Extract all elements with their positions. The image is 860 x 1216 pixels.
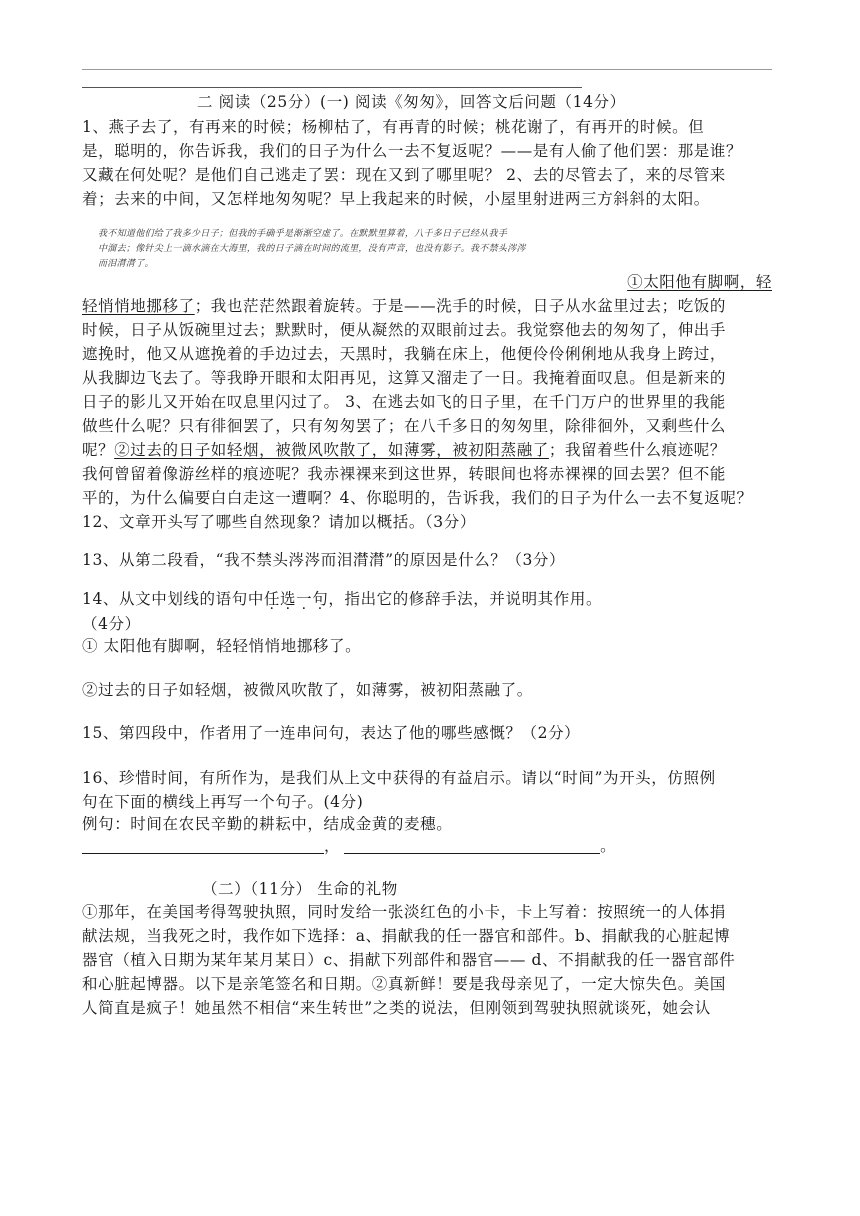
passage-line: 时候，日子从饭碗里过去；默默时，便从凝然的双眼前过去。我觉察他去的匆匆了，伸出手 [82,321,727,339]
question-14-option-2: ②过去的日子如轻烟，被微风吹散了，如薄雾，被初阳蒸融了。 [82,681,533,699]
question-16: 句在下面的横线上再写一个句子。(4分) [82,793,364,811]
passage-text: 呢？ [82,441,115,459]
passage-line: 平的，为什么偏要白白走这一遭啊？4、你聪明的，告诉我，我们的日子为什么一去不复返呢？ [82,489,753,507]
passage-line [82,294,772,318]
question-13: 13、从第二段看，“我不禁头涔涔而泪潸潸”的原因是什么？（3分） [82,551,566,569]
scanned-note-line: 我不知道他们给了我多少日子；但我的手确乎是渐渐空虚了。在默默里算着，八千多日子已经从我手 [98,229,508,239]
passage-line: 器官（植入日期为某年某月某日）c、捐献下列部件和器官—— d、不捐献我的任一器官部件 [82,951,736,969]
underline-text: ①太阳他有脚啊，轻 [627,273,772,291]
passage-line: 遮挽时，他又从遮挽着的手边过去，天黑时，我躺在床上，他便伶伶俐俐地从我身上跨过， [82,345,727,363]
scanned-note-line: 中溜去；像针尖上一滴水滴在大海里，我的日子滴在时间的流里，没有声音，也没有影子。我不禁头涔涔 [98,244,526,254]
blank-separator: ， [324,837,341,855]
emphasis-char: 任 [263,590,281,608]
passage-line [82,438,772,462]
passage-line: 又藏在何处呢？是他们自己逃走了罢：现在又到了哪里呢？ 2、去的尽管去了，来的尽管来 [82,166,726,184]
passage-line: 人简直是疯子！她虽然不相信“来生转世”之类的说法，但刚领到驾驶执照就谈死，她会认 [82,999,711,1017]
header-rule [82,87,582,88]
passage-line: 着；去来的中间，又怎样地匆匆呢？早上我起来的时候，小屋里射进两三方斜斜的太阳。 [82,190,710,208]
question-15: 15、第四段中，作者用了一连串问句，表达了他的哪些感慨？（2分） [82,724,581,742]
scanned-note-line: 而泪潸潸了。 [98,259,154,269]
question-14 [82,587,772,611]
passage-line: 1、燕子去了，有再来的时候；杨柳枯了，有再青的时候；桃花谢了，有再开的时候。但 [82,118,705,136]
passage-line: 我何曾留着像游丝样的痕迹呢？我赤裸裸来到这世界，转眼间也将赤裸裸的回去罢？但不能 [82,465,727,483]
emphasis-char: 句 [312,590,329,608]
question-14-option-1: ① 太阳他有脚啊，轻轻悄悄地挪移了。 [82,637,362,655]
passage-line: 日子的影儿又开始在叹息里闪过了。 3、在逃去如飞的日子里，在千门万户的世界里的我能 [82,393,726,411]
emphasis-char: 一 [296,590,313,608]
underlined-sentence-1a [610,270,772,294]
passage-text: ；我留着些什么痕迹呢？ [548,441,727,459]
passage-line: 做些什么呢？只有徘徊罢了，只有匆匆罢了；在八千多日的匆匆里，除徘徊外，又剩些什么 [82,417,727,435]
underlined-sentence-2: ②过去的日子如轻烟，被微风吹散了，如薄雾，被初阳蒸融了 [114,441,549,459]
underlined-sentence-1b: 轻悄悄地挪移了 [82,297,195,315]
top-rule [82,69,772,70]
answer-blank-2[interactable] [344,837,600,854]
emphasis-char: 选 [280,590,297,608]
example-sentence: 例句：时间在农民辛勤的耕耘中，结成金黄的麦穗。 [82,815,453,833]
passage-text: ；我也茫茫然跟着旋转。于是——洗手的时候，日子从水盆里过去；吃饭的 [194,297,727,315]
passage-line: 从我脚边飞去了。等我睁开眼和太阳再见，这算又溜走了一日。我掩着面叹息。但是新来的 [82,369,727,387]
answer-blanks [82,834,772,858]
section-title: 二 阅读（25分）(一) 阅读《匆匆》，回答文后问题（14分） [197,93,626,111]
part2-title: （二）（11分） 生命的礼物 [202,880,398,898]
answer-blank-1[interactable] [82,837,324,854]
question-14-score: （4分） [82,615,141,633]
question-text: ，指出它的修辞手法，并说明其作用。 [328,590,603,608]
question-16: 16、珍惜时间，有所作为，是我们从上文中获得的有益启示。请以“时间”为开头，仿照例 [82,769,716,787]
question-12: 12、文章开头写了哪些自然现象？请加以概括。（3分） [82,513,476,531]
passage-line: ①那年，在美国考得驾驶执照，同时发给一张淡红色的小卡，卡上写着：按照统一的人体捐 [82,903,727,921]
question-text: 14、从文中划线的语句中 [82,590,264,608]
passage-line: 献法规，当我死之时，我作如下选择：a、捐献我的任一器官和部件。b、捐献我的心脏起博 [82,927,731,945]
passage-line: 和心脏起博器。以下是亲笔签名和日期。②真新鲜！要是我母亲见了，一定大惊失色。美国 [82,975,727,993]
passage-line: 是，聪明的，你告诉我，我们的日子为什么一去不复返呢？——是有人偷了他们罢：那是谁？ [82,142,743,160]
blank-end: 。 [600,837,617,855]
